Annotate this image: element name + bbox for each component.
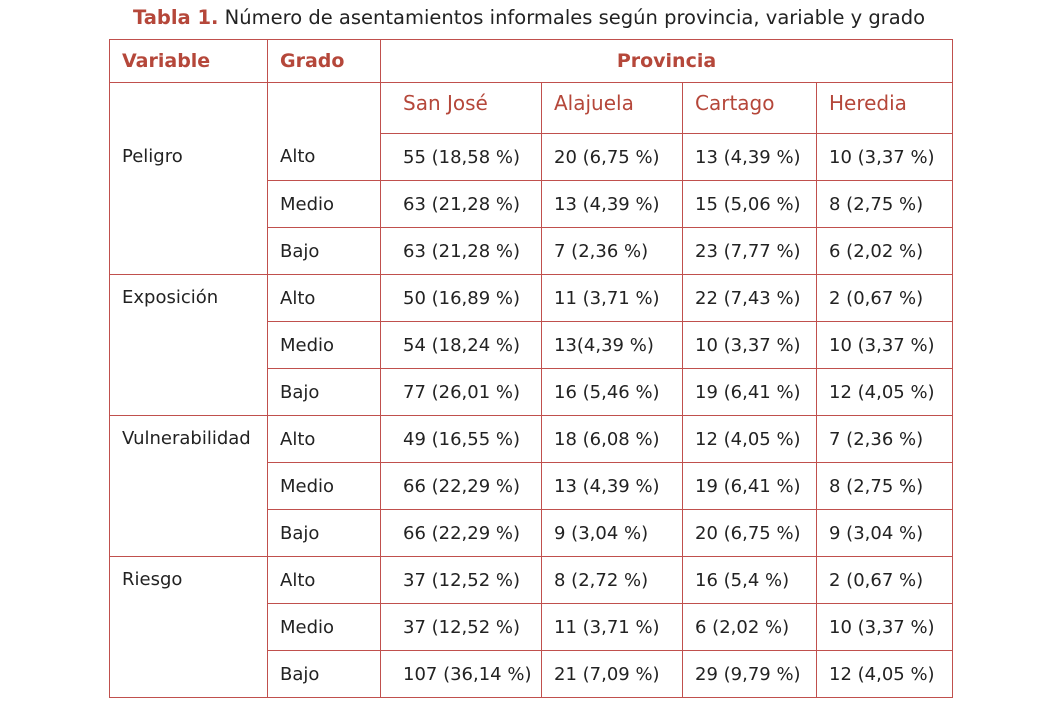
variable-cell xyxy=(110,275,268,416)
header-row-top xyxy=(110,40,953,83)
table-row xyxy=(110,557,953,604)
value-cell: 11 (3,71 %) xyxy=(542,604,683,651)
value-cell: 63 (21,28 %) xyxy=(381,228,542,275)
value-cell: 6 (2,02 %) xyxy=(817,228,953,275)
value-cell: 10 (3,37 %) xyxy=(817,322,953,369)
value-cell: 7 (2,36 %) xyxy=(817,416,953,463)
value-cell: 49 (16,55 %) xyxy=(381,416,542,463)
value-cell: 12 (4,05 %) xyxy=(817,369,953,416)
value-cell: 22 (7,43 %) xyxy=(683,275,817,322)
header-province-0: San José xyxy=(381,83,542,134)
grado-cell: Bajo xyxy=(268,651,381,698)
header-province-3: Heredia xyxy=(817,83,953,134)
table-caption-label: Tabla 1. xyxy=(132,6,219,29)
value-cell: 29 (9,79 %) xyxy=(683,651,817,698)
grado-cell: Medio xyxy=(268,181,381,228)
header-province-2: Cartago xyxy=(683,83,817,134)
value-cell: 13 (4,39 %) xyxy=(542,181,683,228)
grado-cell: Medio xyxy=(268,322,381,369)
grado-cell: Bajo xyxy=(268,369,381,416)
value-cell: 15 (5,06 %) xyxy=(683,181,817,228)
grado-cell: Bajo xyxy=(268,510,381,557)
header-province-1: Alajuela xyxy=(542,83,683,134)
value-cell: 2 (0,67 %) xyxy=(817,557,953,604)
value-cell: 10 (3,37 %) xyxy=(683,322,817,369)
header-row-provinces xyxy=(110,83,953,134)
value-cell: 10 (3,37 %) xyxy=(817,134,953,181)
value-cell: 66 (22,29 %) xyxy=(381,463,542,510)
value-cell: 66 (22,29 %) xyxy=(381,510,542,557)
variable-label: Riesgo xyxy=(122,569,183,590)
value-cell: 16 (5,46 %) xyxy=(542,369,683,416)
value-cell: 55 (18,58 %) xyxy=(381,134,542,181)
value-cell: 19 (6,41 %) xyxy=(683,463,817,510)
variable-label: Vulnerabilidad xyxy=(122,428,251,449)
header-grado: Grado xyxy=(268,40,381,83)
value-cell: 23 (7,77 %) xyxy=(683,228,817,275)
value-cell: 20 (6,75 %) xyxy=(683,510,817,557)
value-cell: 18 (6,08 %) xyxy=(542,416,683,463)
grado-cell: Alto xyxy=(268,557,381,604)
grado-cell: Alto xyxy=(268,416,381,463)
header-provincia: Provincia xyxy=(381,40,953,83)
value-cell: 13(4,39 %) xyxy=(542,322,683,369)
value-cell: 7 (2,36 %) xyxy=(542,228,683,275)
value-cell: 10 (3,37 %) xyxy=(817,604,953,651)
value-cell: 8 (2,72 %) xyxy=(542,557,683,604)
value-cell: 37 (12,52 %) xyxy=(381,557,542,604)
table-caption-text: Número de asentamientos informales según provincia, variable y grado xyxy=(218,6,926,29)
variable-cell xyxy=(110,134,268,275)
table-caption xyxy=(0,6,1058,29)
value-cell: 21 (7,09 %) xyxy=(542,651,683,698)
value-cell: 11 (3,71 %) xyxy=(542,275,683,322)
table-row xyxy=(110,134,953,181)
grado-cell: Alto xyxy=(268,134,381,181)
grado-cell: Bajo xyxy=(268,228,381,275)
table-row xyxy=(110,416,953,463)
value-cell: 19 (6,41 %) xyxy=(683,369,817,416)
table-body xyxy=(110,40,953,698)
grado-cell: Medio xyxy=(268,604,381,651)
value-cell: 107 (36,14 %) xyxy=(381,651,542,698)
value-cell: 2 (0,67 %) xyxy=(817,275,953,322)
variable-cell xyxy=(110,416,268,557)
variable-cell xyxy=(110,557,268,698)
settlements-table xyxy=(109,39,953,698)
table-row xyxy=(110,275,953,322)
value-cell: 63 (21,28 %) xyxy=(381,181,542,228)
value-cell: 8 (2,75 %) xyxy=(817,181,953,228)
variable-label: Peligro xyxy=(122,145,183,167)
header-variable-blank xyxy=(110,83,268,134)
variable-label: Exposición xyxy=(122,287,219,308)
value-cell: 50 (16,89 %) xyxy=(381,275,542,322)
value-cell: 8 (2,75 %) xyxy=(817,463,953,510)
value-cell: 9 (3,04 %) xyxy=(542,510,683,557)
value-cell: 77 (26,01 %) xyxy=(381,369,542,416)
value-cell: 20 (6,75 %) xyxy=(542,134,683,181)
value-cell: 16 (5,4 %) xyxy=(683,557,817,604)
header-variable: Variable xyxy=(110,40,268,83)
value-cell: 54 (18,24 %) xyxy=(381,322,542,369)
grado-cell: Alto xyxy=(268,275,381,322)
value-cell: 37 (12,52 %) xyxy=(381,604,542,651)
header-grado-blank xyxy=(268,83,381,134)
value-cell: 12 (4,05 %) xyxy=(817,651,953,698)
value-cell: 13 (4,39 %) xyxy=(542,463,683,510)
value-cell: 9 (3,04 %) xyxy=(817,510,953,557)
grado-cell: Medio xyxy=(268,463,381,510)
value-cell: 13 (4,39 %) xyxy=(683,134,817,181)
value-cell: 12 (4,05 %) xyxy=(683,416,817,463)
value-cell: 6 (2,02 %) xyxy=(683,604,817,651)
